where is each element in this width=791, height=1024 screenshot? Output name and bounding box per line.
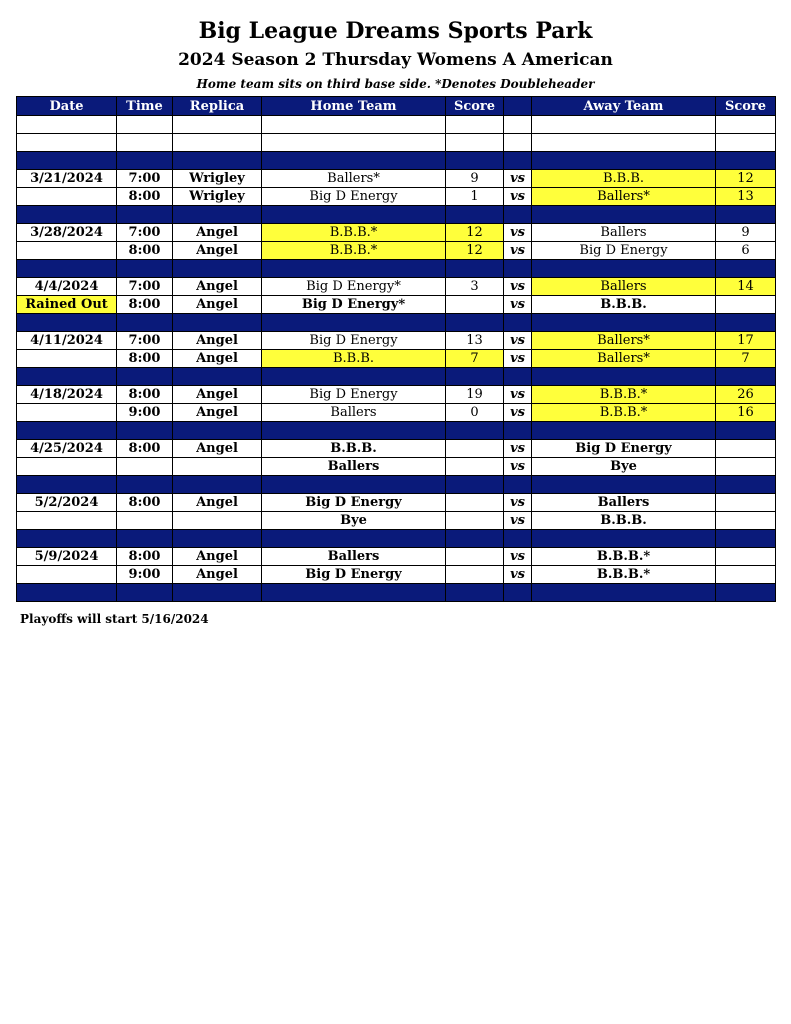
game-row bbox=[17, 494, 776, 512]
date-cell bbox=[17, 350, 117, 368]
home-team-cell: B.B.B.* bbox=[262, 242, 446, 260]
empty-cell bbox=[532, 368, 716, 386]
date-cell: 4/18/2024 bbox=[17, 386, 117, 404]
empty-cell bbox=[446, 530, 504, 548]
replica-cell: Angel bbox=[173, 350, 262, 368]
empty-cell bbox=[173, 152, 262, 170]
empty-cell bbox=[532, 584, 716, 602]
empty-cell bbox=[504, 260, 532, 278]
empty-cell bbox=[262, 134, 446, 152]
vs-cell: vs bbox=[504, 386, 532, 404]
game-row bbox=[17, 224, 776, 242]
empty-cell bbox=[173, 530, 262, 548]
empty-cell bbox=[173, 314, 262, 332]
home-team-cell: B.B.B. bbox=[262, 350, 446, 368]
empty-cell bbox=[504, 314, 532, 332]
empty-cell bbox=[446, 584, 504, 602]
empty-cell bbox=[17, 314, 117, 332]
date-cell bbox=[17, 512, 117, 530]
time-cell: 9:00 bbox=[117, 566, 173, 584]
home-score-cell bbox=[446, 440, 504, 458]
home-team-cell: Big D Energy bbox=[262, 494, 446, 512]
header-away-team: Away Team bbox=[532, 97, 716, 116]
empty-cell bbox=[446, 206, 504, 224]
away-team-cell: Ballers* bbox=[532, 188, 716, 206]
empty-cell bbox=[262, 476, 446, 494]
time-cell bbox=[117, 458, 173, 476]
game-row bbox=[17, 404, 776, 422]
separator-band bbox=[17, 152, 776, 170]
home-score-cell: 19 bbox=[446, 386, 504, 404]
home-score-cell bbox=[446, 566, 504, 584]
time-cell: 8:00 bbox=[117, 494, 173, 512]
empty-cell bbox=[17, 422, 117, 440]
empty-cell bbox=[173, 422, 262, 440]
separator-band bbox=[17, 368, 776, 386]
date-cell bbox=[17, 404, 117, 422]
empty-cell bbox=[262, 422, 446, 440]
empty-cell bbox=[504, 476, 532, 494]
vs-cell: vs bbox=[504, 566, 532, 584]
away-score-cell bbox=[716, 296, 776, 314]
empty-cell bbox=[262, 116, 446, 134]
home-team-cell: Ballers* bbox=[262, 170, 446, 188]
vs-cell: vs bbox=[504, 242, 532, 260]
empty-cell bbox=[446, 152, 504, 170]
empty-cell bbox=[504, 134, 532, 152]
empty-cell bbox=[17, 368, 117, 386]
away-team-cell: B.B.B.* bbox=[532, 548, 716, 566]
home-score-cell: 12 bbox=[446, 242, 504, 260]
home-score-cell: 1 bbox=[446, 188, 504, 206]
game-row bbox=[17, 188, 776, 206]
empty-cell bbox=[446, 314, 504, 332]
header-home-team: Home Team bbox=[262, 97, 446, 116]
replica-cell: Angel bbox=[173, 494, 262, 512]
empty-cell bbox=[532, 530, 716, 548]
date-cell: 4/25/2024 bbox=[17, 440, 117, 458]
home-score-cell bbox=[446, 494, 504, 512]
empty-cell bbox=[17, 530, 117, 548]
empty-cell bbox=[716, 116, 776, 134]
away-score-cell: 14 bbox=[716, 278, 776, 296]
separator-band bbox=[17, 530, 776, 548]
replica-cell bbox=[173, 458, 262, 476]
time-cell: 7:00 bbox=[117, 224, 173, 242]
home-score-cell: 9 bbox=[446, 170, 504, 188]
replica-cell: Angel bbox=[173, 548, 262, 566]
away-team-cell: B.B.B.* bbox=[532, 404, 716, 422]
replica-cell: Wrigley bbox=[173, 170, 262, 188]
away-team-cell: Ballers bbox=[532, 224, 716, 242]
separator-band bbox=[17, 314, 776, 332]
date-cell: 5/2/2024 bbox=[17, 494, 117, 512]
empty-cell bbox=[504, 422, 532, 440]
empty-cell bbox=[504, 206, 532, 224]
empty-cell bbox=[173, 368, 262, 386]
header-time: Time bbox=[117, 97, 173, 116]
separator-band bbox=[17, 584, 776, 602]
home-team-cell: B.B.B.* bbox=[262, 224, 446, 242]
vs-cell: vs bbox=[504, 332, 532, 350]
away-score-cell: 13 bbox=[716, 188, 776, 206]
replica-cell: Angel bbox=[173, 386, 262, 404]
vs-cell: vs bbox=[504, 494, 532, 512]
date-cell bbox=[17, 188, 117, 206]
game-row bbox=[17, 566, 776, 584]
empty-cell bbox=[716, 134, 776, 152]
vs-cell: vs bbox=[504, 224, 532, 242]
empty-cell bbox=[117, 368, 173, 386]
empty-cell bbox=[716, 530, 776, 548]
empty-cell bbox=[17, 134, 117, 152]
date-cell: 4/4/2024 bbox=[17, 278, 117, 296]
away-team-cell: Big D Energy bbox=[532, 242, 716, 260]
game-row bbox=[17, 278, 776, 296]
away-team-cell: B.B.B.* bbox=[532, 386, 716, 404]
replica-cell: Angel bbox=[173, 278, 262, 296]
empty-cell bbox=[173, 116, 262, 134]
vs-cell: vs bbox=[504, 512, 532, 530]
header-away-score: Score bbox=[716, 97, 776, 116]
empty-cell bbox=[17, 260, 117, 278]
game-row bbox=[17, 512, 776, 530]
blank-row bbox=[17, 134, 776, 152]
replica-cell bbox=[173, 512, 262, 530]
empty-cell bbox=[532, 134, 716, 152]
vs-cell: vs bbox=[504, 440, 532, 458]
empty-cell bbox=[716, 584, 776, 602]
home-score-cell: 7 bbox=[446, 350, 504, 368]
away-score-cell: 9 bbox=[716, 224, 776, 242]
away-score-cell: 12 bbox=[716, 170, 776, 188]
empty-cell bbox=[117, 530, 173, 548]
empty-cell bbox=[262, 206, 446, 224]
home-team-cell: Big D Energy bbox=[262, 332, 446, 350]
empty-cell bbox=[716, 206, 776, 224]
empty-cell bbox=[117, 422, 173, 440]
empty-cell bbox=[504, 152, 532, 170]
away-team-cell: Ballers bbox=[532, 278, 716, 296]
date-cell: 4/11/2024 bbox=[17, 332, 117, 350]
away-team-cell: B.B.B. bbox=[532, 170, 716, 188]
empty-cell bbox=[17, 116, 117, 134]
home-score-cell: 13 bbox=[446, 332, 504, 350]
home-team-cell: B.B.B. bbox=[262, 440, 446, 458]
empty-cell bbox=[446, 116, 504, 134]
away-team-cell: Ballers bbox=[532, 494, 716, 512]
separator-band bbox=[17, 422, 776, 440]
home-score-cell bbox=[446, 548, 504, 566]
empty-cell bbox=[262, 314, 446, 332]
empty-cell bbox=[173, 584, 262, 602]
empty-cell bbox=[262, 260, 446, 278]
playoffs-footnote: Playoffs will start 5/16/2024 bbox=[20, 612, 209, 626]
home-score-cell bbox=[446, 512, 504, 530]
empty-cell bbox=[173, 134, 262, 152]
away-team-cell: Big D Energy bbox=[532, 440, 716, 458]
vs-cell: vs bbox=[504, 296, 532, 314]
empty-cell bbox=[262, 152, 446, 170]
empty-cell bbox=[17, 152, 117, 170]
empty-cell bbox=[532, 422, 716, 440]
away-team-cell: Ballers* bbox=[532, 332, 716, 350]
empty-cell bbox=[262, 584, 446, 602]
empty-cell bbox=[117, 260, 173, 278]
home-team-cell: Big D Energy bbox=[262, 566, 446, 584]
replica-cell: Angel bbox=[173, 242, 262, 260]
time-cell: 8:00 bbox=[117, 548, 173, 566]
blank-row bbox=[17, 116, 776, 134]
vs-cell: vs bbox=[504, 170, 532, 188]
home-team-cell: Ballers bbox=[262, 548, 446, 566]
away-team-cell: Bye bbox=[532, 458, 716, 476]
empty-cell bbox=[446, 476, 504, 494]
empty-cell bbox=[446, 260, 504, 278]
time-cell: 8:00 bbox=[117, 242, 173, 260]
away-team-cell: B.B.B. bbox=[532, 512, 716, 530]
empty-cell bbox=[716, 260, 776, 278]
empty-cell bbox=[446, 368, 504, 386]
away-score-cell bbox=[716, 440, 776, 458]
empty-cell bbox=[446, 422, 504, 440]
empty-cell bbox=[532, 314, 716, 332]
empty-cell bbox=[117, 314, 173, 332]
game-row bbox=[17, 170, 776, 188]
empty-cell bbox=[716, 368, 776, 386]
away-score-cell bbox=[716, 494, 776, 512]
replica-cell: Wrigley bbox=[173, 188, 262, 206]
time-cell: 8:00 bbox=[117, 188, 173, 206]
empty-cell bbox=[716, 422, 776, 440]
time-cell: 7:00 bbox=[117, 332, 173, 350]
home-team-cell: Ballers bbox=[262, 458, 446, 476]
home-team-cell: Bye bbox=[262, 512, 446, 530]
empty-cell bbox=[532, 476, 716, 494]
away-score-cell: 7 bbox=[716, 350, 776, 368]
vs-cell: vs bbox=[504, 278, 532, 296]
time-cell: 8:00 bbox=[117, 386, 173, 404]
date-cell bbox=[17, 566, 117, 584]
empty-cell bbox=[173, 260, 262, 278]
empty-cell bbox=[532, 206, 716, 224]
empty-cell bbox=[716, 152, 776, 170]
separator-band bbox=[17, 206, 776, 224]
date-cell: Rained Out bbox=[17, 296, 117, 314]
empty-cell bbox=[117, 206, 173, 224]
away-score-cell: 16 bbox=[716, 404, 776, 422]
empty-cell bbox=[117, 116, 173, 134]
home-team-cell: Big D Energy bbox=[262, 386, 446, 404]
empty-cell bbox=[117, 134, 173, 152]
schedule-table bbox=[16, 96, 776, 602]
date-cell bbox=[17, 242, 117, 260]
header-home-score: Score bbox=[446, 97, 504, 116]
home-score-cell: 3 bbox=[446, 278, 504, 296]
header-replica: Replica bbox=[173, 97, 262, 116]
away-score-cell bbox=[716, 566, 776, 584]
empty-cell bbox=[532, 152, 716, 170]
table-header-row bbox=[17, 97, 776, 116]
empty-cell bbox=[716, 476, 776, 494]
empty-cell bbox=[716, 314, 776, 332]
home-score-cell: 12 bbox=[446, 224, 504, 242]
home-team-cell: Big D Energy* bbox=[262, 296, 446, 314]
date-cell: 3/28/2024 bbox=[17, 224, 117, 242]
vs-cell: vs bbox=[504, 350, 532, 368]
away-team-cell: Ballers* bbox=[532, 350, 716, 368]
away-team-cell: B.B.B. bbox=[532, 296, 716, 314]
replica-cell: Angel bbox=[173, 404, 262, 422]
empty-cell bbox=[446, 134, 504, 152]
empty-cell bbox=[117, 476, 173, 494]
away-score-cell: 6 bbox=[716, 242, 776, 260]
home-team-cell: Big D Energy bbox=[262, 188, 446, 206]
replica-cell: Angel bbox=[173, 296, 262, 314]
vs-cell: vs bbox=[504, 458, 532, 476]
time-cell: 7:00 bbox=[117, 278, 173, 296]
vs-cell: vs bbox=[504, 188, 532, 206]
home-score-cell: 0 bbox=[446, 404, 504, 422]
schedule-note: Home team sits on third base side. *Denotes Doubleheader bbox=[196, 77, 595, 91]
replica-cell: Angel bbox=[173, 566, 262, 584]
date-cell bbox=[17, 458, 117, 476]
separator-band bbox=[17, 260, 776, 278]
empty-cell bbox=[532, 116, 716, 134]
replica-cell: Angel bbox=[173, 440, 262, 458]
page-subtitle: 2024 Season 2 Thursday Womens A American bbox=[178, 50, 613, 70]
away-score-cell bbox=[716, 458, 776, 476]
away-score-cell: 26 bbox=[716, 386, 776, 404]
separator-band bbox=[17, 476, 776, 494]
game-row bbox=[17, 440, 776, 458]
header-date: Date bbox=[17, 97, 117, 116]
empty-cell bbox=[173, 206, 262, 224]
game-row bbox=[17, 350, 776, 368]
empty-cell bbox=[173, 476, 262, 494]
away-team-cell: B.B.B.* bbox=[532, 566, 716, 584]
empty-cell bbox=[262, 530, 446, 548]
time-cell bbox=[117, 512, 173, 530]
time-cell: 8:00 bbox=[117, 350, 173, 368]
date-cell: 5/9/2024 bbox=[17, 548, 117, 566]
vs-cell: vs bbox=[504, 404, 532, 422]
replica-cell: Angel bbox=[173, 332, 262, 350]
game-row bbox=[17, 332, 776, 350]
empty-cell bbox=[504, 116, 532, 134]
game-row bbox=[17, 386, 776, 404]
replica-cell: Angel bbox=[173, 224, 262, 242]
empty-cell bbox=[117, 152, 173, 170]
vs-cell: vs bbox=[504, 548, 532, 566]
empty-cell bbox=[17, 206, 117, 224]
away-score-cell bbox=[716, 512, 776, 530]
empty-cell bbox=[532, 260, 716, 278]
time-cell: 8:00 bbox=[117, 440, 173, 458]
home-score-cell bbox=[446, 296, 504, 314]
empty-cell bbox=[17, 476, 117, 494]
empty-cell bbox=[504, 584, 532, 602]
date-cell: 3/21/2024 bbox=[17, 170, 117, 188]
empty-cell bbox=[504, 368, 532, 386]
time-cell: 9:00 bbox=[117, 404, 173, 422]
page-title: Big League Dreams Sports Park bbox=[198, 18, 593, 44]
game-row bbox=[17, 242, 776, 260]
header-vs bbox=[504, 97, 532, 116]
empty-cell bbox=[262, 368, 446, 386]
game-row bbox=[17, 548, 776, 566]
home-team-cell: Big D Energy* bbox=[262, 278, 446, 296]
away-score-cell: 17 bbox=[716, 332, 776, 350]
time-cell: 7:00 bbox=[117, 170, 173, 188]
empty-cell bbox=[504, 530, 532, 548]
home-team-cell: Ballers bbox=[262, 404, 446, 422]
game-row bbox=[17, 296, 776, 314]
game-row bbox=[17, 458, 776, 476]
away-score-cell bbox=[716, 548, 776, 566]
time-cell: 8:00 bbox=[117, 296, 173, 314]
home-score-cell bbox=[446, 458, 504, 476]
empty-cell bbox=[17, 584, 117, 602]
empty-cell bbox=[117, 584, 173, 602]
